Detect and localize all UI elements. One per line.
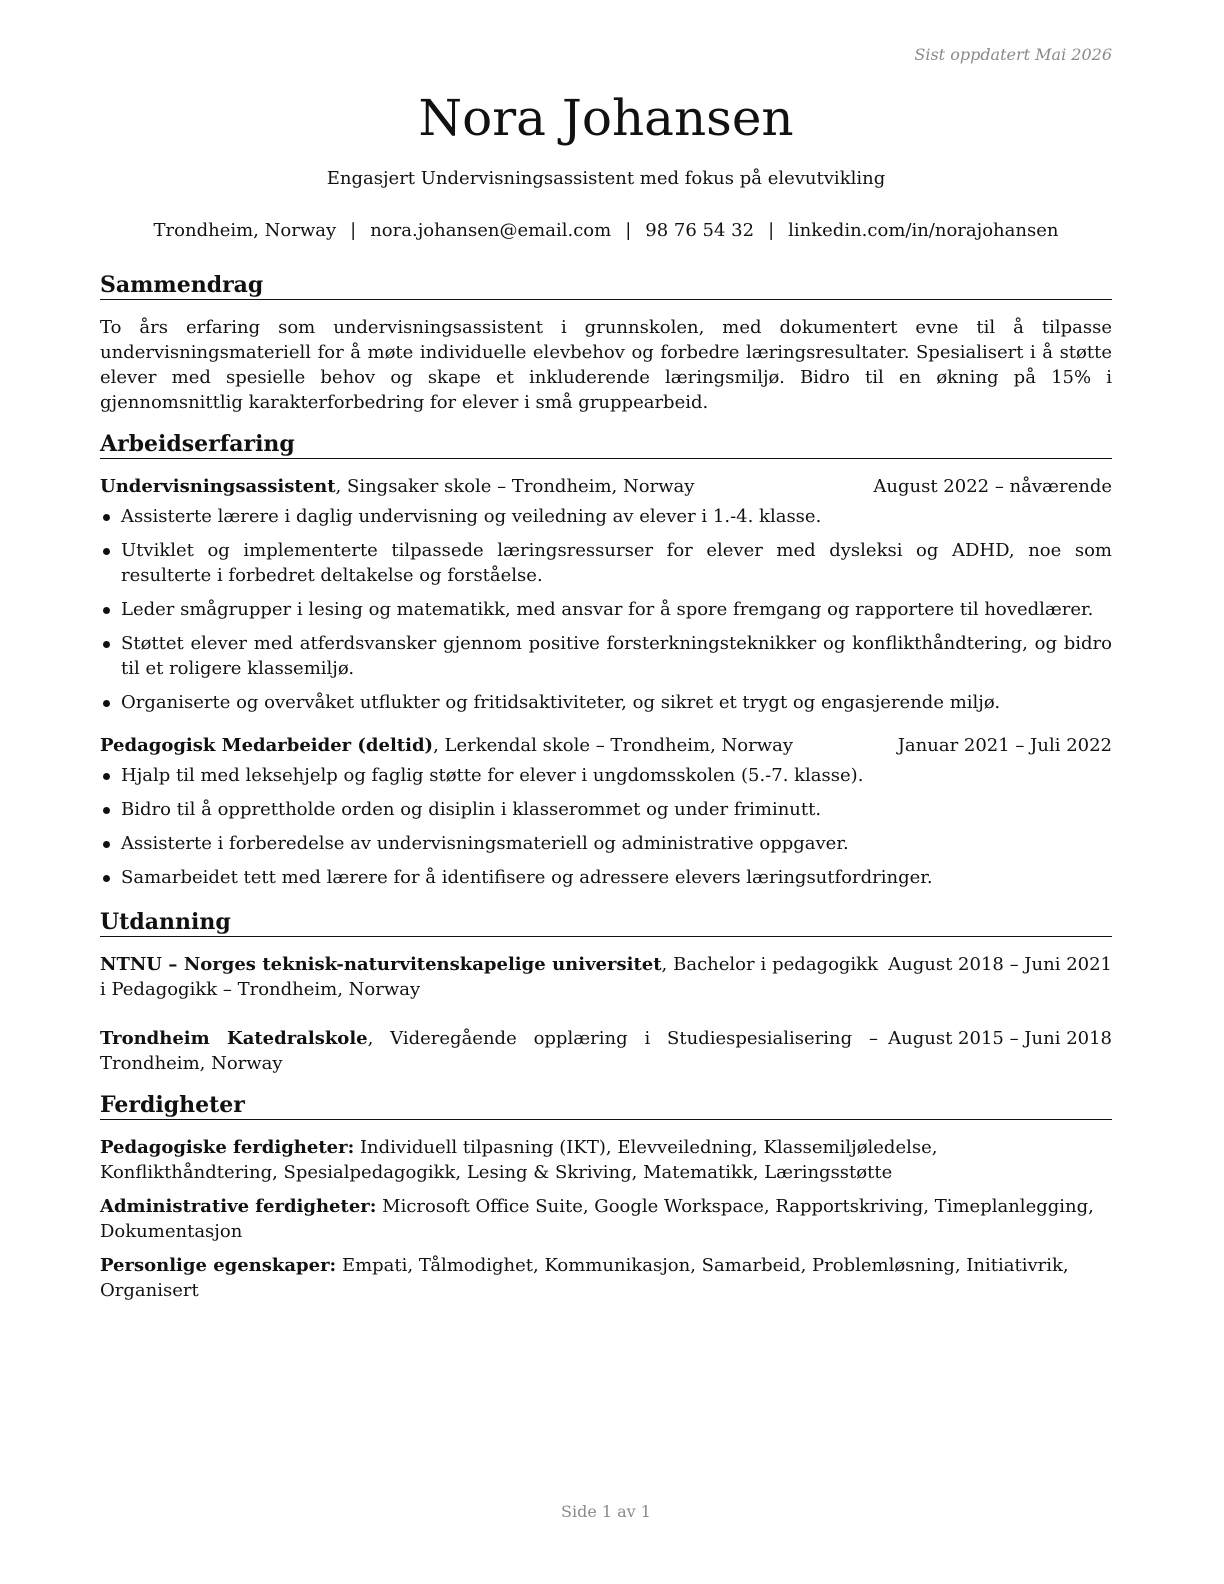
skill-group (100, 1253, 1112, 1303)
skill-label: Administrative ferdigheter: (100, 1196, 377, 1217)
contact-email[interactable]: nora.johansen@email.com (370, 220, 612, 241)
skill-group (100, 1194, 1112, 1244)
list-item: Bidro til å opprettholde orden og disiplin i klasserommet og under friminutt. (100, 797, 1112, 822)
school-name: NTNU – Norges teknisk-naturvitenskapelige universitet (100, 954, 662, 975)
list-item: Samarbeidet tett med lærere for å identifisere og adressere elevers læringsutfordringer. (100, 865, 1112, 890)
job-place: , Lerkendal skole – Trondheim, Norway (433, 735, 794, 756)
education-entry (100, 952, 1112, 1002)
job-place: , Singsaker skole – Trondheim, Norway (335, 476, 695, 497)
section-title-skills: Ferdigheter (100, 1092, 1112, 1120)
section-title-experience: Arbeidserfaring (100, 431, 1112, 459)
job-bullets (100, 763, 1112, 899)
skill-label: Pedagogiske ferdigheter: (100, 1137, 355, 1158)
page-number: Side 1 av 1 (561, 1502, 651, 1521)
job-role: Undervisningsassistent (100, 476, 336, 497)
skill-group (100, 1135, 1112, 1185)
job-dates: Januar 2021 – Juli 2022 (897, 735, 1112, 756)
contact-separator: | (350, 220, 357, 241)
education-dates: August 2015 – Juni 2018 (888, 1028, 1112, 1049)
candidate-name: Nora Johansen (418, 89, 794, 147)
contact-phone: 98 76 54 32 (645, 220, 755, 241)
skill-value: Microsoft Office Suite, Google Workspace, Rapportskriving, Timeplanlegging, Dokumentasjon (100, 1196, 1094, 1242)
tagline: Engasjert Undervisningsassistent med fokus på elevutvikling (326, 168, 886, 189)
last-updated: Sist oppdatert Mai 2026 (914, 45, 1112, 64)
job-dates: August 2022 – nåværende (873, 476, 1112, 497)
list-item: Assisterte i forberedelse av undervisningsmateriell og administrative oppgaver. (100, 831, 1112, 856)
list-item: Organiserte og overvåket utflukter og fritidsaktiviteter, og sikret et trygt og engasjerende miljø. (100, 690, 1112, 715)
contact-linkedin[interactable]: linkedin.com/in/norajohansen (788, 220, 1059, 241)
job-role: Pedagogisk Medarbeider (deltid) (100, 735, 434, 756)
contact-line (100, 220, 1112, 241)
skill-value: Empati, Tålmodighet, Kommunikasjon, Samarbeid, Problemløsning, Initiativrik, Organisert (100, 1255, 1069, 1301)
list-item: Leder smågrupper i lesing og matematikk, med ansvar for å spore fremgang og rapportere til hovedlærer. (100, 597, 1112, 622)
contact-separator: | (625, 220, 632, 241)
school-name: Trondheim Katedralskole (100, 1028, 368, 1049)
section-title-education: Utdanning (100, 909, 1112, 937)
degree-detail: , Videregående opplæring i Studiespesialisering – Trondheim, Norway (100, 1028, 878, 1074)
summary-text: To års erfaring som undervisningsassistent i grunnskolen, med dokumentert evne til å tilpasse undervisningsmateriell for å møte individuelle elevbehov og forbedre læringsresultater. Spesialisert i å støtte elever med spesielle behov og skape et inkluderende læringsmiljø. Bidro til en økning på 15% i gjennomsnittlig karakterforbedring for elever i små gruppearbeid. (100, 317, 1112, 413)
education-dates: August 2018 – Juni 2021 (888, 954, 1112, 975)
contact-location: Trondheim, Norway (153, 220, 337, 241)
list-item: Hjalp til med leksehjelp og faglig støtte for elever i ungdomsskolen (5.-7. klasse). (100, 763, 1112, 788)
section-title-summary: Sammendrag (100, 272, 1112, 300)
resume-page (100, 0, 1112, 1584)
skill-value: Individuell tilpasning (IKT), Elevveiledning, Klassemiljøledelse, Konflikthåndtering, Spesialpedagogikk, Lesing & Skriving, Matematikk, Læringsstøtte (100, 1137, 938, 1183)
list-item: Støttet elever med atferdsvansker gjennom positive forsterkningsteknikker og konflikthåndtering, og bidro til et roligere klassemiljø. (100, 631, 1112, 681)
list-item: Assisterte lærere i daglig undervisning og veiledning av elever i 1.-4. klasse. (100, 504, 1112, 529)
contact-separator: | (768, 220, 775, 241)
list-item: Utviklet og implementerte tilpassede læringsressurser for elever med dysleksi og ADHD, noe som resulterte i forbedret deltakelse og forståelse. (100, 538, 1112, 588)
education-entry (100, 1026, 1112, 1076)
job-bullets (100, 504, 1112, 724)
degree-detail: , Bachelor i pedagogikk i Pedagogikk – Trondheim, Norway (100, 954, 878, 1000)
skill-label: Personlige egenskaper: (100, 1255, 337, 1276)
